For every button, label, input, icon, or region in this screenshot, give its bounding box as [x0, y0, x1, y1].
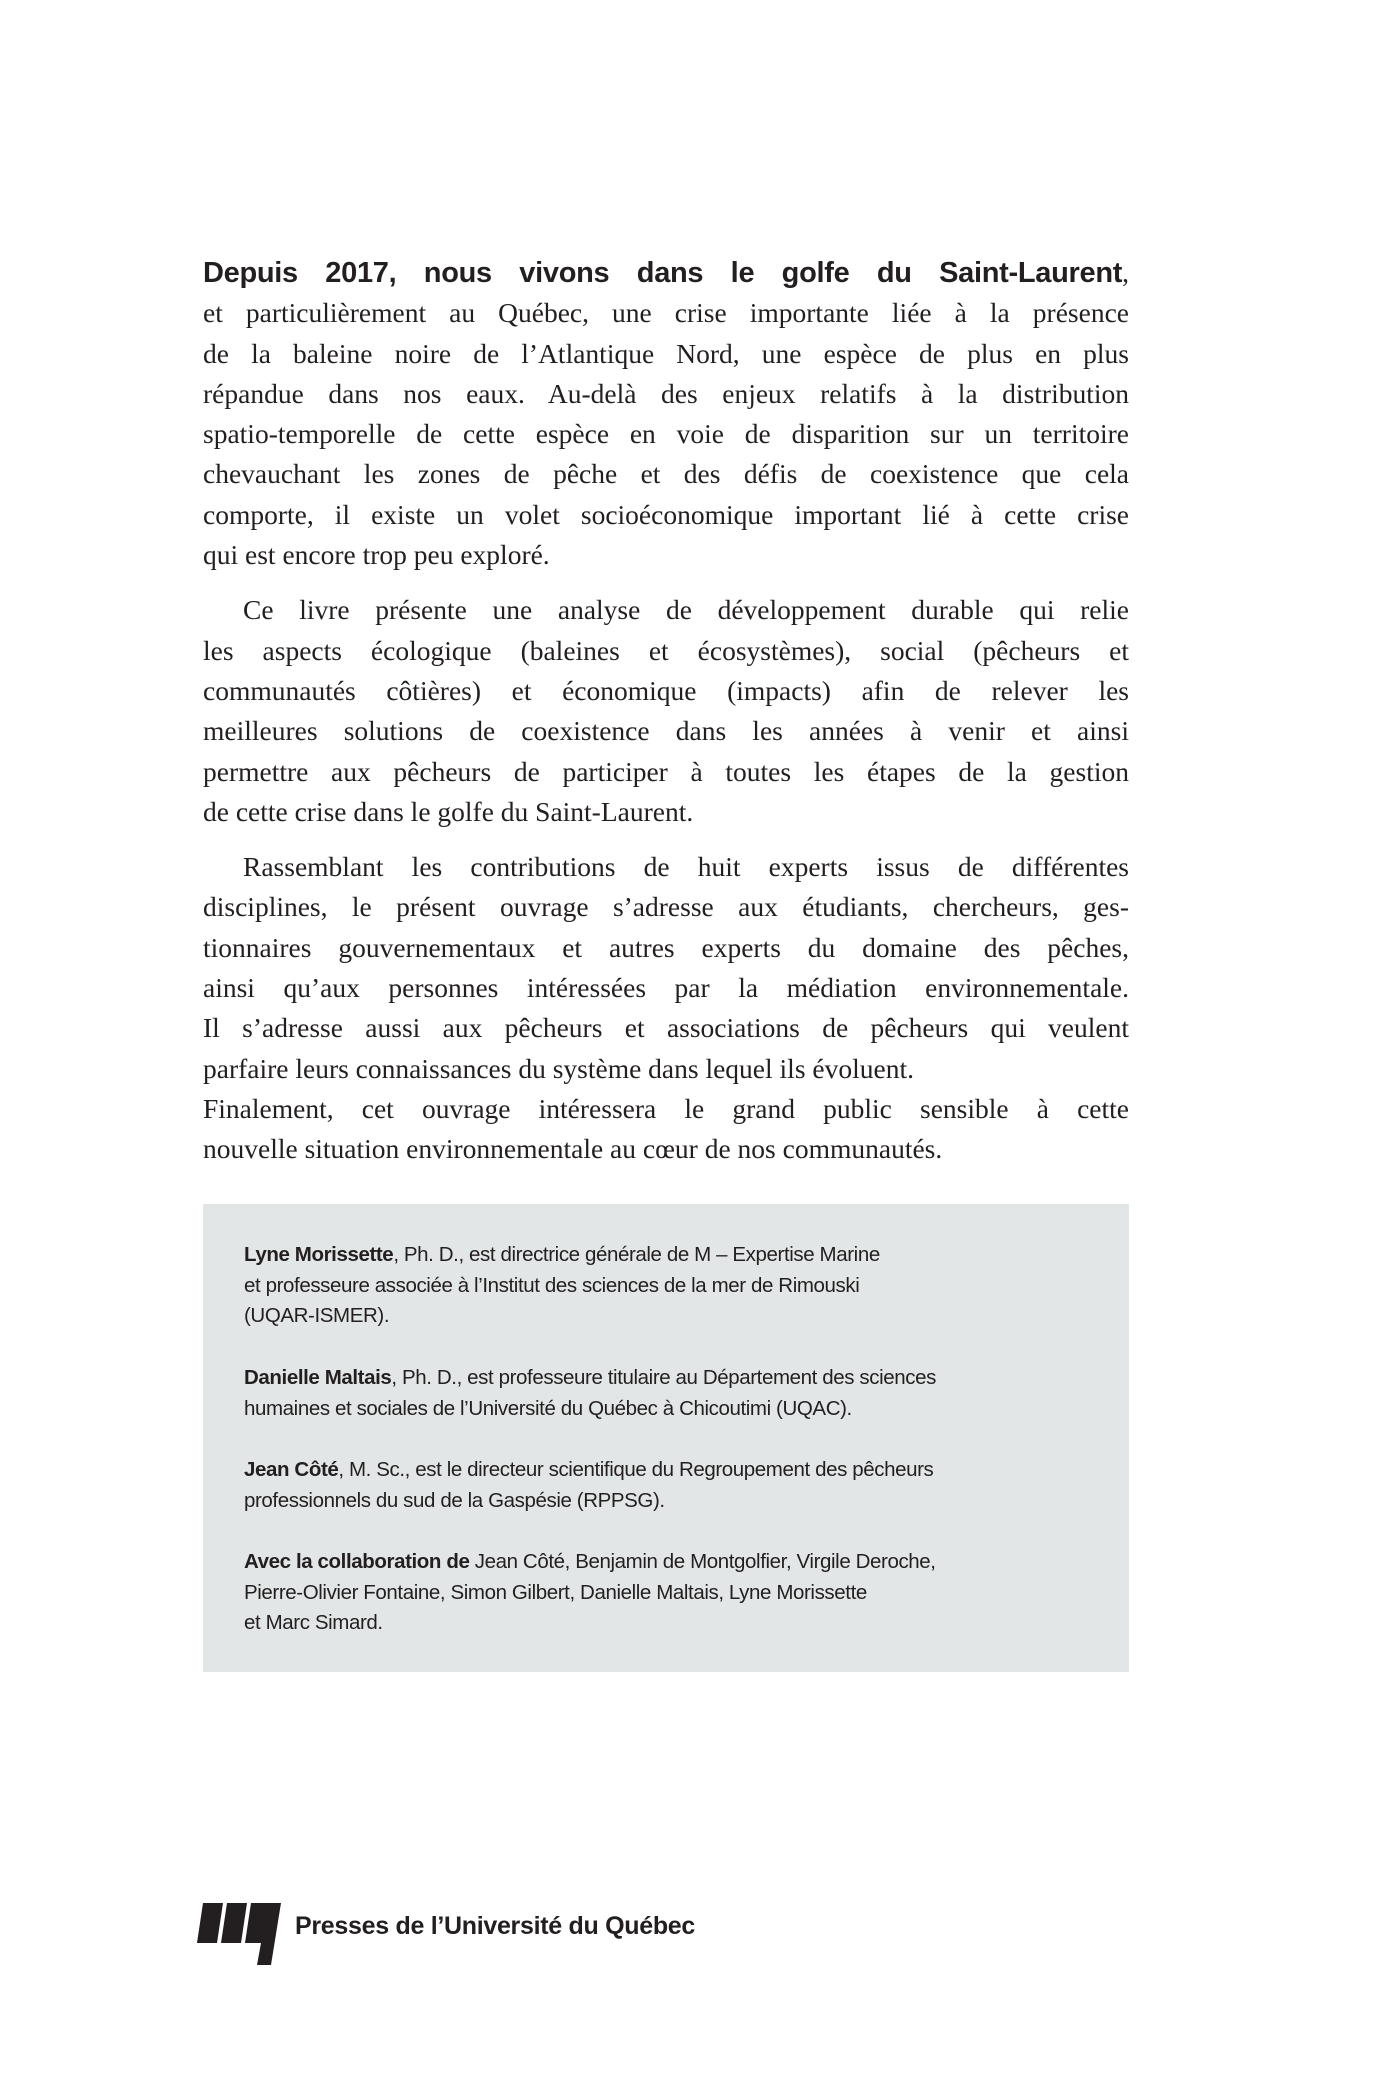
author-name: Lyne Morissette	[244, 1243, 394, 1266]
text-line: tionnaires gouvernementaux et autres experts du domaine des pêches,	[203, 931, 1129, 963]
bio-text: , Ph. D., est professeure titulaire au Département des sciences	[391, 1365, 936, 1389]
bio-text: , Ph. D., est directrice générale de M – Expertise Marine	[393, 1243, 880, 1266]
text-line: meilleures solutions de coexistence dans les années à venir et ainsi	[203, 715, 1129, 747]
author-name: Danielle Maltais	[244, 1365, 392, 1389]
bio-line: humaines et sociales de l’Université du Québec à Chicoutimi (UQAC).	[244, 1396, 852, 1420]
bio-line	[244, 1547, 1104, 1578]
lead-comma: ,	[1122, 257, 1129, 288]
text-line: permettre aux pêcheurs de participer à toutes les étapes de la gestion	[203, 755, 1129, 787]
text-line: de la baleine noire de l’Atlantique Nord, une espèce de plus en plus	[203, 337, 1129, 369]
text-line: les aspects écologique (baleines et écosystèmes), social (pêcheurs et	[203, 634, 1129, 666]
author-bios	[244, 1240, 1104, 1670]
bio-text: Jean Côté, Benjamin de Montgolfier, Virgile Deroche,	[469, 1549, 936, 1573]
bio-line: (UQAR-ISMER).	[244, 1304, 390, 1328]
bio-line	[244, 1455, 1104, 1486]
bio-morissette	[244, 1240, 1104, 1332]
collaborators-label: Avec la collaboration de	[244, 1549, 470, 1573]
bio-line: Pierre-Olivier Fontaine, Simon Gilbert, Danielle Maltais, Lyne Morissette	[244, 1580, 867, 1604]
back-cover-text	[203, 253, 1129, 1185]
text-line: nouvelle situation environnementale au cœur de nos communautés.	[203, 1133, 943, 1165]
bio-cote	[244, 1455, 1104, 1516]
bio-line	[244, 1240, 1104, 1271]
bio-line: et professeure associée à l’Institut des sciences de la mer de Rimouski	[244, 1273, 860, 1297]
author-bios-box	[203, 1204, 1129, 1672]
bio-line: professionnels du sud de la Gaspésie (RPPSG).	[244, 1488, 665, 1512]
bio-text: , M. Sc., est le directeur scientifique du Regroupement des pêcheurs	[338, 1457, 934, 1481]
paragraph-audience	[203, 847, 1129, 1169]
text-line: répandue dans nos eaux. Au-delà des enjeux relatifs à la distribution	[203, 377, 1129, 409]
bio-line: et Marc Simard.	[244, 1611, 383, 1635]
text-line: spatio-temporelle de cette espèce en voie de disparition sur un territoire	[203, 418, 1129, 450]
paragraph-intro	[203, 253, 1129, 575]
text-line: Rassemblant les contributions de huit experts issus de différentes	[243, 851, 1129, 883]
puq-logo-icon	[197, 1903, 287, 1965]
collaborators	[244, 1547, 1104, 1639]
text-line: parfaire leurs connaissances du système dans lequel ils évoluent.	[203, 1052, 914, 1084]
bio-maltais	[244, 1363, 1104, 1424]
text-line: qui est encore trop peu exploré.	[203, 539, 550, 571]
lead-text: Depuis 2017, nous vivons dans le golfe du Saint-Laurent	[203, 257, 1123, 289]
text-line: de cette crise dans le golfe du Saint-Laurent.	[203, 795, 694, 827]
lead-line	[203, 253, 1129, 293]
text-line: Finalement, cet ouvrage intéressera le grand public sensible à cette	[203, 1092, 1129, 1124]
text-line: comporte, il existe un volet socioéconomique important lié à cette crise	[203, 498, 1129, 530]
text-line: et particulièrement au Québec, une crise importante liée à la présence	[203, 297, 1129, 329]
paragraph-book-summary	[203, 590, 1129, 832]
text-line: disciplines, le présent ouvrage s’adresse aux étudiants, chercheurs, ges-	[203, 891, 1129, 923]
publisher-name: Presses de l’Université du Québec	[295, 1912, 696, 1940]
text-line: Il s’adresse aussi aux pêcheurs et associations de pêcheurs qui veulent	[203, 1012, 1129, 1044]
bio-line	[244, 1363, 1104, 1394]
text-line: communautés côtières) et économique (impacts) afin de relever les	[203, 674, 1129, 706]
author-name: Jean Côté	[244, 1457, 339, 1481]
text-line: ainsi qu’aux personnes intéressées par la médiation environnementale.	[203, 972, 1129, 1004]
text-line: chevauchant les zones de pêche et des défis de coexistence que cela	[203, 458, 1129, 490]
text-line: Ce livre présente une analyse de développement durable qui relie	[243, 594, 1129, 626]
